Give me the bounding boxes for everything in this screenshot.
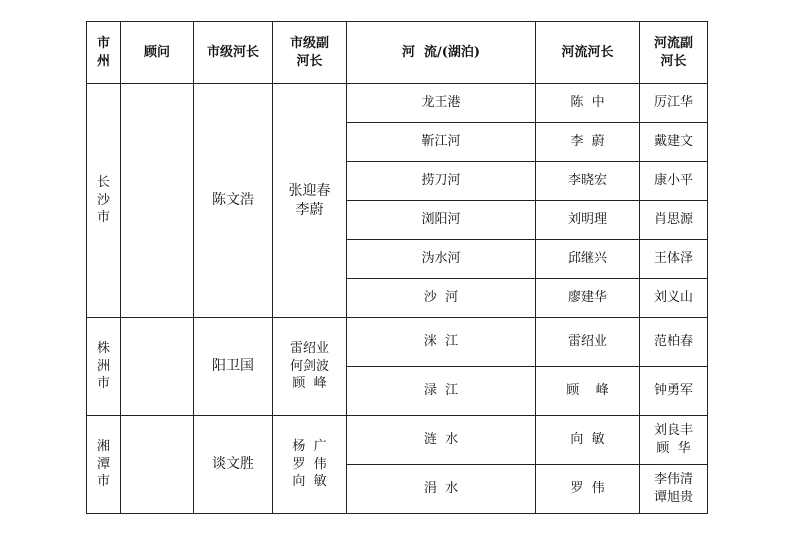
header-river: 河 流/(湖泊) xyxy=(347,22,536,84)
river-name: 靳江河 xyxy=(347,123,536,162)
river-deputy: 厉江华 xyxy=(640,84,708,123)
table-row xyxy=(87,416,708,465)
river-deputy: 刘良丰 顾 华 xyxy=(640,416,708,465)
city-deputy-zhuzhou: 雷绍业 何剑波 顾 峰 xyxy=(273,318,347,416)
header-river-deputy: 河流副 河长 xyxy=(640,22,708,84)
river-chief: 邱继兴 xyxy=(536,240,640,279)
header-row xyxy=(87,22,708,84)
header-river-chief: 河流河长 xyxy=(536,22,640,84)
city-changsha: 长 沙 市 xyxy=(87,84,121,318)
river-deputy: 李伟清 谭旭贵 xyxy=(640,465,708,514)
city-chief-zhuzhou: 阳卫国 xyxy=(194,318,273,416)
city-chief-xiangtan: 谈文胜 xyxy=(194,416,273,514)
river-deputy: 钟勇军 xyxy=(640,367,708,416)
river-name: 沙 河 xyxy=(347,279,536,318)
table-row xyxy=(87,318,708,367)
river-name: 渌 江 xyxy=(347,367,536,416)
river-deputy: 刘义山 xyxy=(640,279,708,318)
river-chief: 陈 中 xyxy=(536,84,640,123)
advisor-zhuzhou xyxy=(121,318,194,416)
header-city-deputy: 市级副 河长 xyxy=(273,22,347,84)
header-advisor: 顾问 xyxy=(121,22,194,84)
header-city: 市 州 xyxy=(87,22,121,84)
river-name: 洣 江 xyxy=(347,318,536,367)
river-chief: 刘明理 xyxy=(536,201,640,240)
river-deputy: 王体泽 xyxy=(640,240,708,279)
table-row xyxy=(87,84,708,123)
river-name: 涟 水 xyxy=(347,416,536,465)
city-zhuzhou: 株 洲 市 xyxy=(87,318,121,416)
river-name: 沩水河 xyxy=(347,240,536,279)
city-deputy-xiangtan: 杨 广 罗 伟 向 敏 xyxy=(273,416,347,514)
river-deputy: 康小平 xyxy=(640,162,708,201)
river-name: 捞刀河 xyxy=(347,162,536,201)
river-deputy: 戴建文 xyxy=(640,123,708,162)
advisor-xiangtan xyxy=(121,416,194,514)
advisor-changsha xyxy=(121,84,194,318)
river-chief: 李 蔚 xyxy=(536,123,640,162)
river-name: 涓 水 xyxy=(347,465,536,514)
river-name: 龙王港 xyxy=(347,84,536,123)
river-name: 浏阳河 xyxy=(347,201,536,240)
river-deputy: 肖思源 xyxy=(640,201,708,240)
river-chief: 廖建华 xyxy=(536,279,640,318)
river-chief: 雷绍业 xyxy=(536,318,640,367)
city-xiangtan: 湘 潭 市 xyxy=(87,416,121,514)
river-chief-table xyxy=(86,21,708,514)
header-city-chief: 市级河长 xyxy=(194,22,273,84)
river-chief: 李晓宏 xyxy=(536,162,640,201)
city-deputy-changsha: 张迎春 李蔚 xyxy=(273,84,347,318)
river-chief: 顾 峰 xyxy=(536,367,640,416)
river-chief: 罗 伟 xyxy=(536,465,640,514)
river-deputy: 范柏春 xyxy=(640,318,708,367)
river-chief: 向 敏 xyxy=(536,416,640,465)
city-chief-changsha: 陈文浩 xyxy=(194,84,273,318)
